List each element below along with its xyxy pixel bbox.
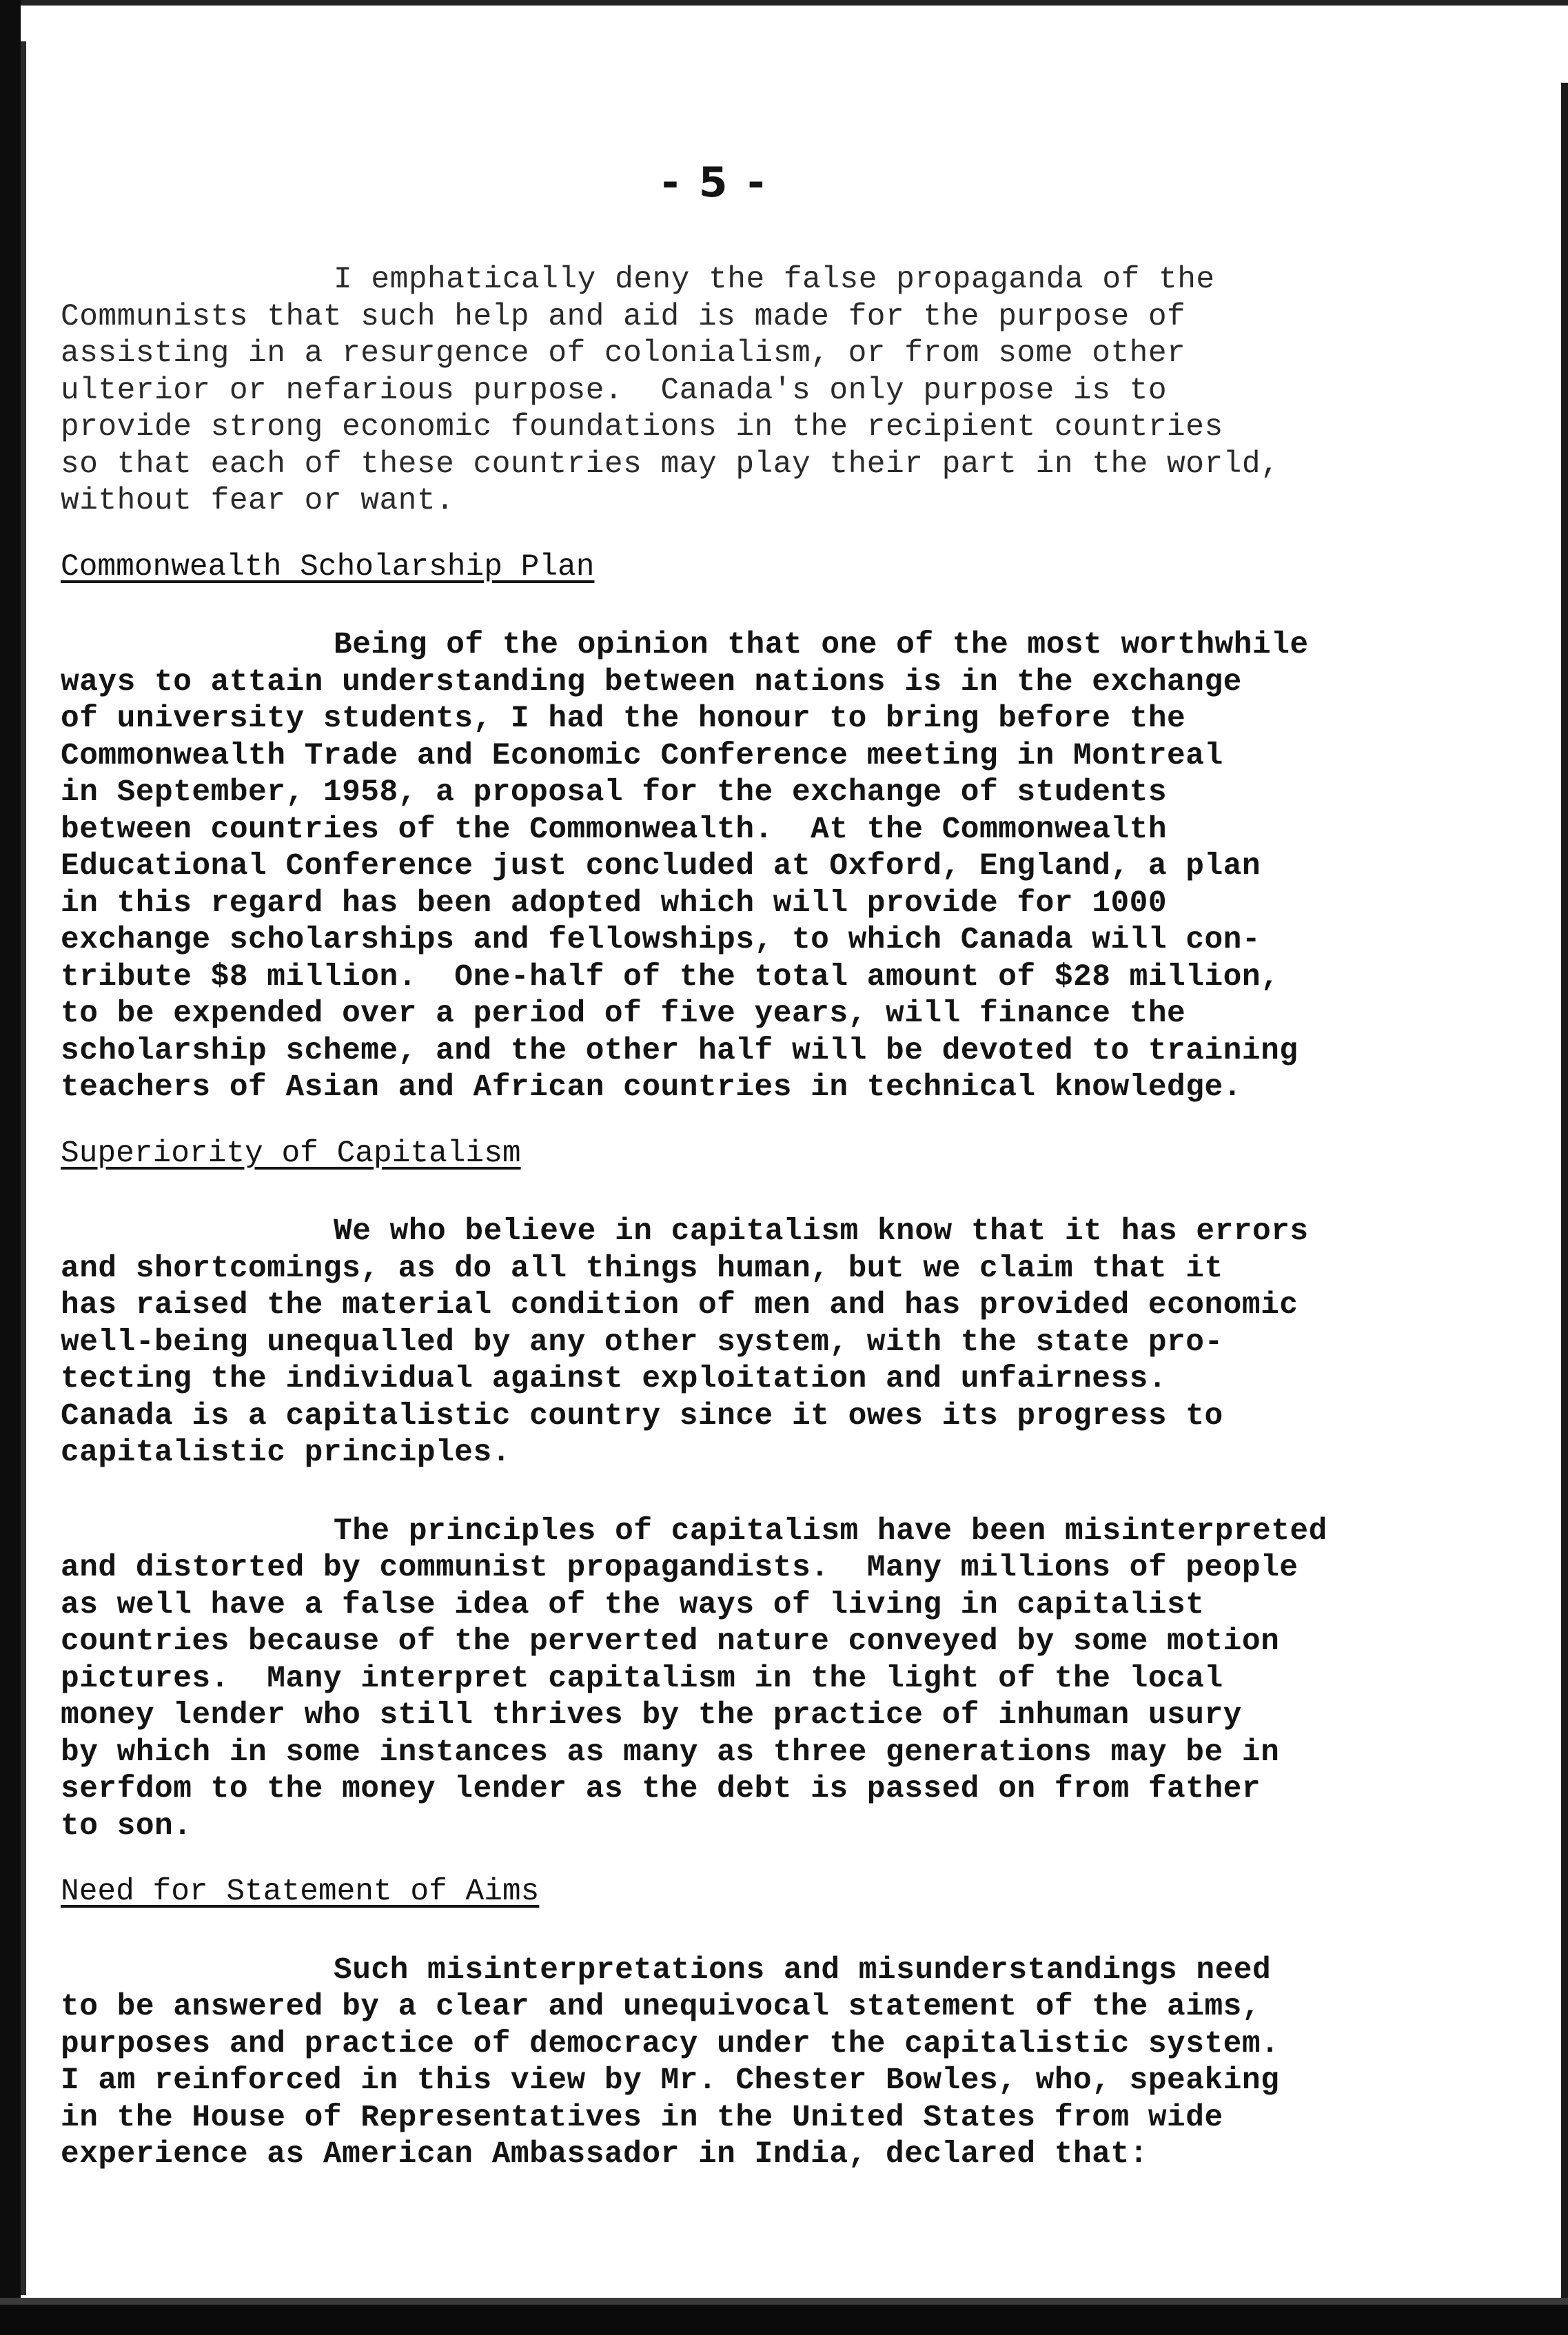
paragraph-line: to be answered by a clear and unequivocal statement of the aims,	[61, 1990, 1261, 2024]
document-body	[61, 262, 1474, 2174]
section-heading-aims: Need for Statement of Aims	[61, 1875, 540, 1909]
paragraph-line: well-being unequalled by any other system, with the state pro-	[61, 1325, 1223, 1360]
paragraph-line: by which in some instances as many as three generations may be in	[61, 1735, 1280, 1770]
paragraph-line: pictures. Many interpret capitalism in the light of the local	[61, 1661, 1223, 1696]
paragraph-line: serfdom to the money lender as the debt is passed on from father	[61, 1772, 1261, 1806]
scan-edge-top	[0, 0, 1568, 6]
paragraph-line: purposes and practice of democracy under the capitalistic system.	[61, 2026, 1280, 2061]
paragraph-line: and distorted by communist propagandists. Many millions of people	[61, 1551, 1299, 1585]
paragraph-line: We who believe in capitalism know that it has errors	[334, 1214, 1309, 1249]
paragraph-line: ways to attain understanding between nations is in the exchange	[61, 664, 1242, 700]
paragraph-line: The principles of capitalism have been misinterpreted	[334, 1513, 1327, 1549]
scan-edge-bottom	[0, 2305, 1568, 2335]
paragraph-3	[61, 1214, 1474, 1472]
paragraph-line: tecting the individual against exploitation and unfairness.	[61, 1362, 1168, 1396]
paragraph-line: tribute $8 million. One-half of the total amount of $28 million,	[61, 959, 1280, 995]
paragraph-4	[61, 1513, 1474, 1846]
paragraph-5	[61, 1952, 1474, 2174]
section-heading-scholarship: Commonwealth Scholarship Plan	[61, 549, 595, 584]
paragraph-line: so that each of these countries may play their part in the world,	[61, 447, 1280, 482]
paragraph-line: has raised the material condition of men and has provided economic	[61, 1288, 1299, 1323]
paragraph-line: as well have a false idea of the ways of living in capitalist	[61, 1587, 1205, 1622]
paragraph-line: Canada is a capitalistic country since it owes its progress to	[61, 1398, 1223, 1434]
paragraph-line: Such misinterpretations and misunderstandings need	[334, 1952, 1272, 1988]
page-number: - 5 -	[662, 159, 768, 207]
paragraph-line: in this regard has been adopted which will provide for 1000	[61, 886, 1168, 921]
paragraph-line: teachers of Asian and African countries in technical knowledge.	[61, 1070, 1242, 1105]
paragraph-line: of university students, I had the honour to bring before the	[61, 702, 1186, 736]
paragraph-line: exchange scholarships and fellowships, to which Canada will con-	[61, 923, 1261, 957]
paragraph-line: I am reinforced in this view by Mr. Chester Bowles, who, speaking	[61, 2063, 1280, 2098]
paragraph-line: I emphatically deny the false propaganda of the	[334, 263, 1215, 297]
section-heading-capitalism: Superiority of Capitalism	[61, 1136, 521, 1171]
scan-edge-left	[0, 0, 21, 2335]
paragraph-line: and shortcomings, as do all things human, but we claim that it	[61, 1251, 1223, 1286]
paragraph-line: to son.	[61, 1808, 192, 1844]
paragraph-line: in the House of Representatives in the United States from wide	[61, 2100, 1223, 2135]
paragraph-line: experience as American Ambassador in India, declared that:	[61, 2137, 1148, 2172]
paragraph-line: without fear or want.	[61, 484, 455, 518]
paragraph-line: provide strong economic foundations in the recipient countries	[61, 410, 1223, 445]
paragraph-line: ulterior or nefarious purpose. Canada's only purpose is to	[61, 373, 1168, 408]
paragraph-line: assisting in a resurgence of colonialism, or from some other	[61, 336, 1186, 371]
scan-edge-bottom-inner	[0, 2298, 1568, 2305]
paragraph-2	[61, 627, 1474, 1107]
paragraph-line: to be expended over a period of five years, will finance the	[61, 997, 1186, 1031]
paragraph-line: capitalistic principles.	[61, 1436, 511, 1470]
scan-edge-right	[1561, 83, 1568, 2309]
paragraph-line: in September, 1958, a proposal for the exchange of students	[61, 775, 1168, 810]
paragraph-line: scholarship scheme, and the other half will be devoted to training	[61, 1033, 1299, 1068]
paragraph-line: Educational Conference just concluded at Oxford, England, a plan	[61, 849, 1261, 884]
paragraph-1	[61, 262, 1474, 520]
scan-edge-left-inner	[21, 41, 26, 2295]
paragraph-line: Being of the opinion that one of the most worthwhile	[334, 628, 1309, 662]
paragraph-line: Commonwealth Trade and Economic Conference meeting in Montreal	[61, 738, 1223, 773]
paragraph-line: money lender who still thrives by the practice of inhuman usury	[61, 1698, 1242, 1733]
paragraph-line: Communists that such help and aid is made for the purpose of	[61, 299, 1186, 334]
paragraph-line: between countries of the Commonwealth. At the Commonwealth	[61, 812, 1168, 847]
paragraph-line: countries because of the perverted nature conveyed by some motion	[61, 1624, 1280, 1659]
